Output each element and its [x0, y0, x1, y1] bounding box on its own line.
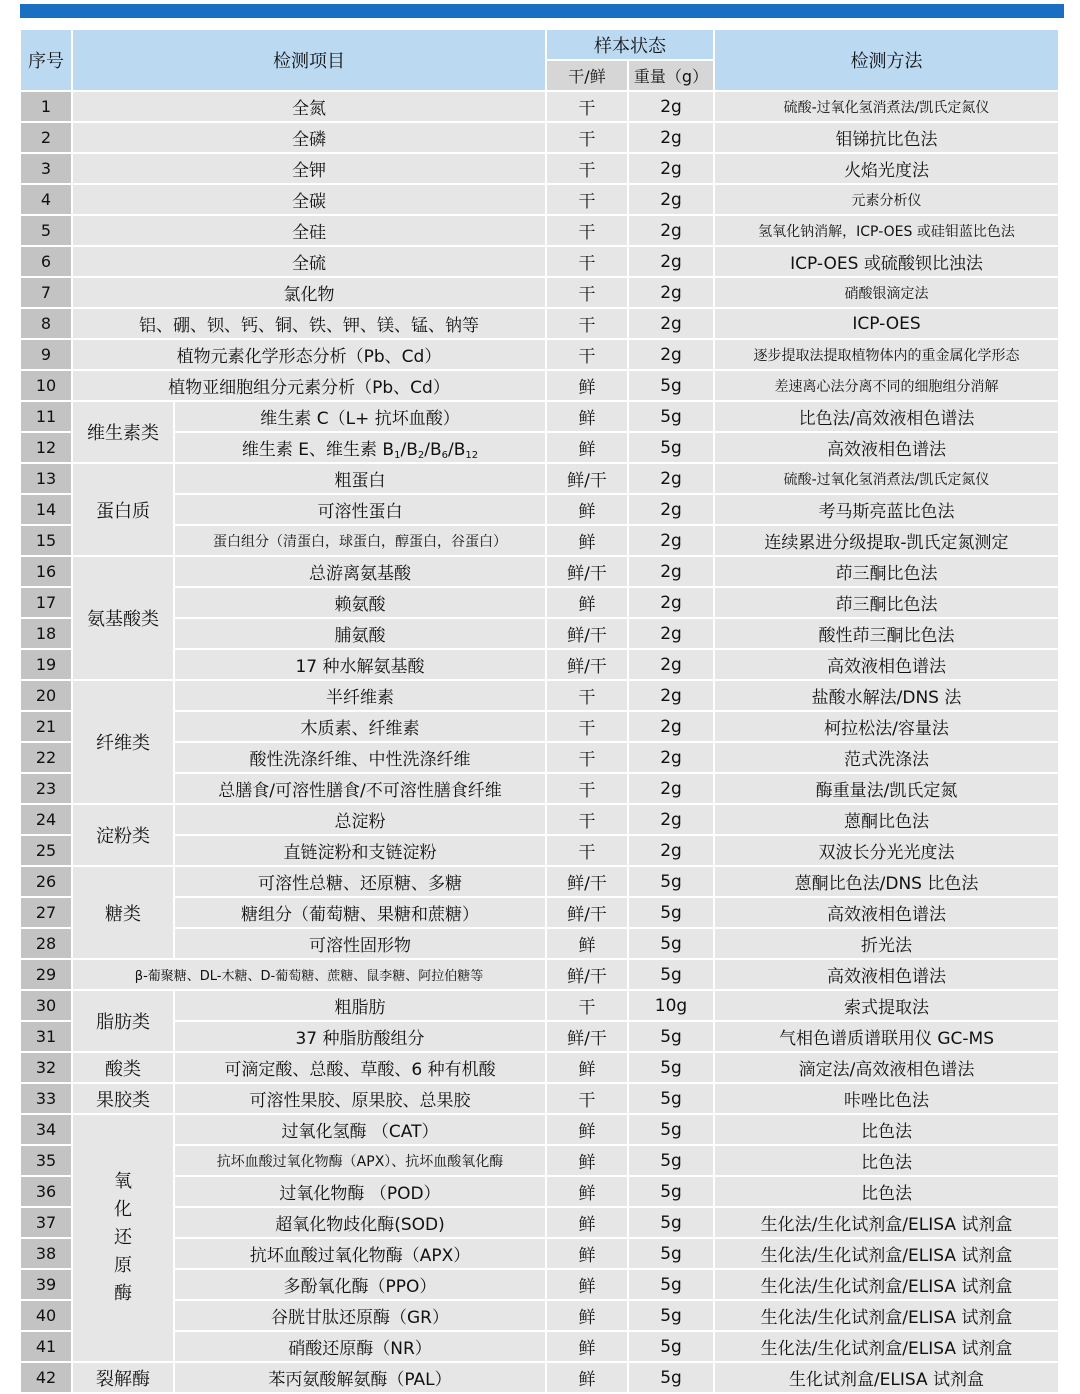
- row-number: 2: [21, 123, 73, 154]
- item-cell: 可溶性果胶、原果胶、总果胶: [175, 1084, 547, 1115]
- item-cell: 总淀粉: [175, 805, 547, 836]
- row-number: 14: [21, 495, 73, 526]
- table-row: [21, 619, 1060, 650]
- item-cell: 脯氨酸: [175, 619, 547, 650]
- table-row: [21, 402, 1060, 433]
- weight-cell: 5g: [629, 1084, 715, 1115]
- item-cell: 37 种脂肪酸组分: [175, 1022, 547, 1053]
- weight-cell: 5g: [629, 1301, 715, 1332]
- method-cell: ICP-OES: [715, 309, 1060, 340]
- method-cell: 生化法/生化试剂盒/ELISA 试剂盒: [715, 1270, 1060, 1301]
- weight-cell: 2g: [629, 185, 715, 216]
- item-cell: 全硫: [73, 247, 547, 278]
- weight-cell: 5g: [629, 1115, 715, 1146]
- table-row: [21, 557, 1060, 588]
- method-cell: 生化法/生化试剂盒/ELISA 试剂盒: [715, 1301, 1060, 1332]
- table-row: [21, 898, 1060, 929]
- method-cell: 差速离心法分离不同的细胞组分消解: [715, 371, 1060, 402]
- method-cell: 考马斯亮蓝比色法: [715, 495, 1060, 526]
- table-row: [21, 681, 1060, 712]
- row-number: 39: [21, 1270, 73, 1301]
- row-number: 27: [21, 898, 73, 929]
- method-cell: 柯拉松法/容量法: [715, 712, 1060, 743]
- method-cell: 火焰光度法: [715, 154, 1060, 185]
- test-items-table: [21, 30, 1060, 1394]
- method-cell: 高效液相色谱法: [715, 433, 1060, 464]
- header-seq: 序号: [21, 30, 73, 92]
- row-number: 4: [21, 185, 73, 216]
- category-protein: 蛋白质: [73, 464, 175, 557]
- table-row: [21, 743, 1060, 774]
- state-cell: 鲜: [547, 1053, 629, 1084]
- method-cell: 逐步提取法提取植物体内的重金属化学形态: [715, 340, 1060, 371]
- item-cell: β-葡聚糖、DL-木糖、D-葡萄糖、蔗糖、鼠李糖、阿拉伯糖等: [73, 960, 547, 991]
- item-cell: 全氮: [73, 92, 547, 123]
- item-cell: 赖氨酸: [175, 588, 547, 619]
- weight-cell: 2g: [629, 340, 715, 371]
- weight-cell: 2g: [629, 216, 715, 247]
- header-row: [21, 30, 1060, 61]
- row-number: 12: [21, 433, 73, 464]
- state-cell: 干: [547, 309, 629, 340]
- method-cell: 比色法: [715, 1146, 1060, 1177]
- item-cell: 超氧化物歧化酶(SOD): [175, 1208, 547, 1239]
- state-cell: 干: [547, 774, 629, 805]
- method-cell: 酶重量法/凯氏定氮: [715, 774, 1060, 805]
- state-cell: 鲜/干: [547, 867, 629, 898]
- state-cell: 干: [547, 681, 629, 712]
- table-row: [21, 1115, 1060, 1146]
- item-cell: 糖组分（葡萄糖、果糖和蔗糖）: [175, 898, 547, 929]
- category-starch: 淀粉类: [73, 805, 175, 867]
- weight-cell: 2g: [629, 619, 715, 650]
- header-item: 检测项目: [73, 30, 547, 92]
- method-cell: 比色法/高效液相色谱法: [715, 402, 1060, 433]
- weight-cell: 5g: [629, 1146, 715, 1177]
- row-number: 1: [21, 92, 73, 123]
- method-cell: 比色法: [715, 1177, 1060, 1208]
- method-cell: 折光法: [715, 929, 1060, 960]
- method-cell: 硫酸-过氧化氢消煮法/凯氏定氮仪: [715, 464, 1060, 495]
- row-number: 22: [21, 743, 73, 774]
- item-cell: 蛋白组分（清蛋白，球蛋白，醇蛋白，谷蛋白）: [175, 526, 547, 557]
- weight-cell: 2g: [629, 495, 715, 526]
- state-cell: 鲜/干: [547, 898, 629, 929]
- state-cell: 鲜: [547, 1363, 629, 1394]
- method-cell: 蒽酮比色法/DNS 比色法: [715, 867, 1060, 898]
- weight-cell: 5g: [629, 1270, 715, 1301]
- weight-cell: 5g: [629, 1208, 715, 1239]
- item-cell: 可溶性蛋白: [175, 495, 547, 526]
- weight-cell: 2g: [629, 557, 715, 588]
- row-number: 16: [21, 557, 73, 588]
- table-row: [21, 495, 1060, 526]
- row-number: 23: [21, 774, 73, 805]
- method-cell: 生化法/生化试剂盒/ELISA 试剂盒: [715, 1332, 1060, 1363]
- item-cell: 木质素、纤维素: [175, 712, 547, 743]
- category-redox-enzyme: [73, 1115, 175, 1363]
- row-number: 6: [21, 247, 73, 278]
- method-cell: 氢氧化钠消解，ICP-OES 或硅钼蓝比色法: [715, 216, 1060, 247]
- method-cell: 连续累进分级提取-凯氏定氮测定: [715, 526, 1060, 557]
- item-cell: 总膳食/可溶性膳食/不可溶性膳食纤维: [175, 774, 547, 805]
- item-cell: 酸性洗涤纤维、中性洗涤纤维: [175, 743, 547, 774]
- header-method: 检测方法: [715, 30, 1060, 92]
- state-cell: 鲜: [547, 1177, 629, 1208]
- weight-cell: 5g: [629, 1177, 715, 1208]
- method-cell: 生化法/生化试剂盒/ELISA 试剂盒: [715, 1208, 1060, 1239]
- method-cell: 生化法/生化试剂盒/ELISA 试剂盒: [715, 1239, 1060, 1270]
- table-row: [21, 1177, 1060, 1208]
- row-number: 31: [21, 1022, 73, 1053]
- table-row: [21, 371, 1060, 402]
- weight-cell: 5g: [629, 433, 715, 464]
- row-number: 37: [21, 1208, 73, 1239]
- method-cell: 范式洗涤法: [715, 743, 1060, 774]
- row-number: 24: [21, 805, 73, 836]
- item-cell: 硝酸还原酶（NR）: [175, 1332, 547, 1363]
- item-cell: 全硅: [73, 216, 547, 247]
- item-cell: 氯化物: [73, 278, 547, 309]
- row-number: 18: [21, 619, 73, 650]
- weight-cell: 2g: [629, 526, 715, 557]
- state-cell: 干: [547, 247, 629, 278]
- table-row: [21, 805, 1060, 836]
- state-cell: 干: [547, 216, 629, 247]
- weight-cell: 2g: [629, 92, 715, 123]
- table-row: [21, 464, 1060, 495]
- weight-cell: 5g: [629, 1239, 715, 1270]
- weight-cell: 10g: [629, 991, 715, 1022]
- item-cell: 全碳: [73, 185, 547, 216]
- state-cell: 鲜: [547, 526, 629, 557]
- category-vitamin: 维生素类: [73, 402, 175, 464]
- weight-cell: 2g: [629, 464, 715, 495]
- state-cell: 鲜: [547, 929, 629, 960]
- weight-cell: 2g: [629, 836, 715, 867]
- category-redox-label: 氧化还原酶: [113, 1171, 132, 1304]
- row-number: 20: [21, 681, 73, 712]
- state-cell: 鲜: [547, 402, 629, 433]
- state-cell: 鲜/干: [547, 557, 629, 588]
- row-number: 17: [21, 588, 73, 619]
- row-number: 26: [21, 867, 73, 898]
- table-row: [21, 867, 1060, 898]
- item-cell: 可溶性固形物: [175, 929, 547, 960]
- item-cell: 17 种水解氨基酸: [175, 650, 547, 681]
- table-row: [21, 92, 1060, 123]
- item-cell: 苯丙氨酸解氨酶（PAL）: [175, 1363, 547, 1394]
- item-cell: 过氧化物酶 （POD）: [175, 1177, 547, 1208]
- item-cell: 全磷: [73, 123, 547, 154]
- row-number: 8: [21, 309, 73, 340]
- state-cell: 鲜/干: [547, 960, 629, 991]
- state-cell: 鲜: [547, 1301, 629, 1332]
- state-cell: 鲜: [547, 1332, 629, 1363]
- item-cell: 直链淀粉和支链淀粉: [175, 836, 547, 867]
- row-number: 9: [21, 340, 73, 371]
- item-cell: 植物亚细胞组分元素分析（Pb、Cd）: [73, 371, 547, 402]
- method-cell: 茚三酮比色法: [715, 588, 1060, 619]
- table-row: [21, 1363, 1060, 1394]
- state-cell: 鲜: [547, 1115, 629, 1146]
- row-number: 15: [21, 526, 73, 557]
- row-number: 36: [21, 1177, 73, 1208]
- category-sugar: 糖类: [73, 867, 175, 960]
- table-row: [21, 123, 1060, 154]
- state-cell: 干: [547, 154, 629, 185]
- table-row: [21, 1332, 1060, 1363]
- row-number: 3: [21, 154, 73, 185]
- category-fat: 脂肪类: [73, 991, 175, 1053]
- table-row: [21, 278, 1060, 309]
- row-number: 35: [21, 1146, 73, 1177]
- weight-cell: 5g: [629, 898, 715, 929]
- subscript: 1: [394, 449, 401, 461]
- table-row: [21, 836, 1060, 867]
- weight-cell: 5g: [629, 960, 715, 991]
- weight-cell: 5g: [629, 929, 715, 960]
- table-row: [21, 433, 1060, 464]
- weight-cell: 2g: [629, 278, 715, 309]
- state-cell: 干: [547, 185, 629, 216]
- item-cell: 粗脂肪: [175, 991, 547, 1022]
- table-row: [21, 1239, 1060, 1270]
- table-row: [21, 526, 1060, 557]
- method-cell: 滴定法/高效液相色谱法: [715, 1053, 1060, 1084]
- weight-cell: 2g: [629, 712, 715, 743]
- state-cell: 鲜/干: [547, 1022, 629, 1053]
- item-cell: 植物元素化学形态分析（Pb、Cd）: [73, 340, 547, 371]
- header-sample-state: 样本状态: [547, 30, 715, 61]
- weight-cell: 2g: [629, 650, 715, 681]
- state-cell: 干: [547, 836, 629, 867]
- table-row: [21, 309, 1060, 340]
- state-cell: 鲜/干: [547, 650, 629, 681]
- method-cell: 咔唑比色法: [715, 1084, 1060, 1115]
- item-cell: 半纤维素: [175, 681, 547, 712]
- table-row: [21, 588, 1060, 619]
- table-row: [21, 154, 1060, 185]
- state-cell: 干: [547, 92, 629, 123]
- table-row: [21, 774, 1060, 805]
- item-text: /B: [448, 439, 466, 460]
- item-cell: 维生素 C（L+ 抗坏血酸）: [175, 402, 547, 433]
- category-acid: 酸类: [73, 1053, 175, 1084]
- category-fiber: 纤维类: [73, 681, 175, 805]
- method-cell: 高效液相色谱法: [715, 960, 1060, 991]
- state-cell: 干: [547, 743, 629, 774]
- item-cell: [175, 433, 547, 464]
- table-row: [21, 1022, 1060, 1053]
- top-accent-bar: [20, 4, 1064, 18]
- row-number: 21: [21, 712, 73, 743]
- method-cell: ICP-OES 或硫酸钡比浊法: [715, 247, 1060, 278]
- state-cell: 鲜: [547, 588, 629, 619]
- table-row: [21, 929, 1060, 960]
- row-number: 19: [21, 650, 73, 681]
- subscript: 2: [417, 449, 425, 461]
- weight-cell: 2g: [629, 743, 715, 774]
- row-number: 40: [21, 1301, 73, 1332]
- weight-cell: 2g: [629, 681, 715, 712]
- item-cell: 总游离氨基酸: [175, 557, 547, 588]
- table-row: [21, 991, 1060, 1022]
- header-dry-fresh: 干/鲜: [547, 61, 629, 92]
- weight-cell: 5g: [629, 867, 715, 898]
- table-row: [21, 1053, 1060, 1084]
- table-row: [21, 1208, 1060, 1239]
- state-cell: 鲜/干: [547, 464, 629, 495]
- subscript: 12: [465, 449, 479, 461]
- table-row: [21, 247, 1060, 278]
- row-number: 7: [21, 278, 73, 309]
- method-cell: 索式提取法: [715, 991, 1060, 1022]
- method-cell: 钼锑抗比色法: [715, 123, 1060, 154]
- category-amino-acid: 氨基酸类: [73, 557, 175, 681]
- category-pectin: 果胶类: [73, 1084, 175, 1115]
- item-cell: 抗坏血酸过氧化物酶（APX）: [175, 1239, 547, 1270]
- state-cell: 鲜: [547, 1146, 629, 1177]
- item-text: /B: [424, 439, 442, 460]
- table-row: [21, 340, 1060, 371]
- row-number: 32: [21, 1053, 73, 1084]
- method-cell: 盐酸水解法/DNS 法: [715, 681, 1060, 712]
- item-cell: 多酚氧化酶（PPO）: [175, 1270, 547, 1301]
- method-cell: 比色法: [715, 1115, 1060, 1146]
- method-cell: 硝酸银滴定法: [715, 278, 1060, 309]
- row-number: 25: [21, 836, 73, 867]
- item-cell: 可滴定酸、总酸、草酸、6 种有机酸: [175, 1053, 547, 1084]
- state-cell: 鲜/干: [547, 619, 629, 650]
- row-number: 42: [21, 1363, 73, 1394]
- state-cell: 干: [547, 805, 629, 836]
- item-cell: 过氧化氢酶 （CAT）: [175, 1115, 547, 1146]
- method-cell: 硫酸-过氧化氢消煮法/凯氏定氮仪: [715, 92, 1060, 123]
- weight-cell: 5g: [629, 1022, 715, 1053]
- state-cell: 鲜: [547, 495, 629, 526]
- row-number: 41: [21, 1332, 73, 1363]
- table-row: [21, 960, 1060, 991]
- weight-cell: 2g: [629, 154, 715, 185]
- method-cell: 元素分析仪: [715, 185, 1060, 216]
- weight-cell: 5g: [629, 371, 715, 402]
- method-cell: 酸性茚三酮比色法: [715, 619, 1060, 650]
- item-text: /B: [400, 439, 418, 460]
- category-lyase: 裂解酶: [73, 1363, 175, 1394]
- weight-cell: 2g: [629, 588, 715, 619]
- table-row: [21, 216, 1060, 247]
- state-cell: 鲜: [547, 1208, 629, 1239]
- table-row: [21, 1301, 1060, 1332]
- weight-cell: 2g: [629, 805, 715, 836]
- state-cell: 干: [547, 123, 629, 154]
- state-cell: 鲜: [547, 371, 629, 402]
- table-row: [21, 1270, 1060, 1301]
- table-row: [21, 650, 1060, 681]
- method-cell: 高效液相色谱法: [715, 898, 1060, 929]
- table-row: [21, 185, 1060, 216]
- table-row: [21, 712, 1060, 743]
- item-text: 维生素 E、维生素 B: [241, 439, 395, 460]
- state-cell: 干: [547, 712, 629, 743]
- item-cell: 全钾: [73, 154, 547, 185]
- row-number: 38: [21, 1239, 73, 1270]
- row-number: 5: [21, 216, 73, 247]
- state-cell: 干: [547, 340, 629, 371]
- weight-cell: 2g: [629, 247, 715, 278]
- weight-cell: 2g: [629, 123, 715, 154]
- method-cell: 蒽酮比色法: [715, 805, 1060, 836]
- method-cell: 高效液相色谱法: [715, 650, 1060, 681]
- state-cell: 干: [547, 1084, 629, 1115]
- method-cell: 茚三酮比色法: [715, 557, 1060, 588]
- item-cell: 粗蛋白: [175, 464, 547, 495]
- weight-cell: 5g: [629, 1053, 715, 1084]
- state-cell: 鲜: [547, 1239, 629, 1270]
- state-cell: 干: [547, 278, 629, 309]
- weight-cell: 5g: [629, 1363, 715, 1394]
- subscript: 6: [441, 449, 448, 461]
- item-cell: 铝、硼、钡、钙、铜、铁、钾、镁、锰、钠等: [73, 309, 547, 340]
- weight-cell: 5g: [629, 1332, 715, 1363]
- weight-cell: 2g: [629, 774, 715, 805]
- state-cell: 干: [547, 991, 629, 1022]
- method-cell: 生化试剂盒/ELISA 试剂盒: [715, 1363, 1060, 1394]
- method-cell: 双波长分光光度法: [715, 836, 1060, 867]
- row-number: 34: [21, 1115, 73, 1146]
- weight-cell: 5g: [629, 402, 715, 433]
- weight-cell: 2g: [629, 309, 715, 340]
- item-cell: 可溶性总糖、还原糖、多糖: [175, 867, 547, 898]
- item-cell: 谷胱甘肽还原酶（GR）: [175, 1301, 547, 1332]
- state-cell: 鲜: [547, 433, 629, 464]
- header-weight: 重量（g）: [629, 61, 715, 92]
- item-cell: 抗坏血酸过氧化物酶（APX）、抗坏血酸氧化酶: [175, 1146, 547, 1177]
- row-number: 13: [21, 464, 73, 495]
- row-number: 29: [21, 960, 73, 991]
- row-number: 11: [21, 402, 73, 433]
- row-number: 10: [21, 371, 73, 402]
- state-cell: 鲜: [547, 1270, 629, 1301]
- row-number: 28: [21, 929, 73, 960]
- row-number: 33: [21, 1084, 73, 1115]
- row-number: 30: [21, 991, 73, 1022]
- method-cell: 气相色谱质谱联用仪 GC-MS: [715, 1022, 1060, 1053]
- table-row: [21, 1084, 1060, 1115]
- table-row: [21, 1146, 1060, 1177]
